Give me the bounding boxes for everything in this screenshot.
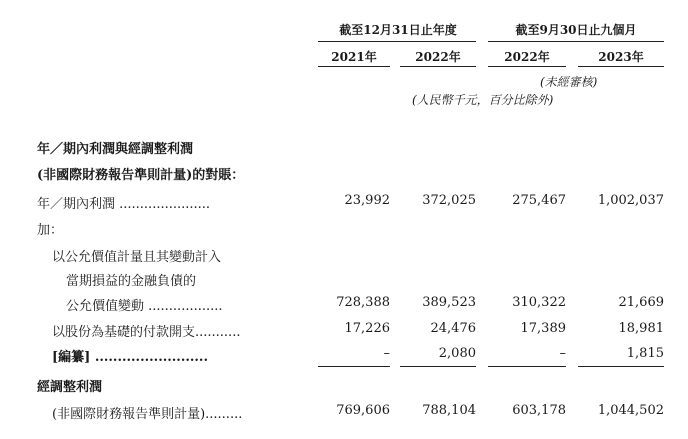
cell-adjusted-2021: 769,606 [336,403,390,418]
cell-profit-2022: 372,025 [422,193,476,208]
row-label-fair-value-line3: 公允價值變動 .................. [66,299,223,314]
cell-fair-value-2023-nine-months: 21,669 [618,295,664,310]
column-header-rule-4 [578,66,664,67]
row-label-profit: 年／期內利潤 ...................... [37,197,211,212]
unaudited-note: (未經審核) [540,75,598,89]
section-title-line2: (非國際財務報告準則計量)的對賬： [37,168,245,183]
sum-rule-3 [488,366,566,367]
sum-rule-1 [318,366,390,367]
row-label-redacted: [編纂] ......................... [52,350,208,365]
cell-share-based-2022: 24,476 [430,321,476,336]
cell-share-based-2023-nine-months: 18,981 [618,321,664,336]
add-label: 加： [37,223,64,238]
cell-adjusted-2022-nine-months: 603,178 [512,403,566,418]
cell-fair-value-2022: 389,523 [422,295,476,310]
cell-redacted-2022-nine-months: – [559,346,566,361]
row-label-share-based: 以股份為基礎的付款開支........... [52,325,241,340]
cell-profit-2023-nine-months: 1,002,037 [597,193,664,208]
cell-redacted-2023-nine-months: 1,815 [626,346,664,361]
cell-share-based-2022-nine-months: 17,389 [520,321,566,336]
column-header-2022: 2022年 [415,50,461,64]
row-label-fair-value-line1: 以公允價值計量且其變動計入 [52,250,222,265]
column-header-rule-1 [318,66,390,67]
cell-redacted-2021: – [383,346,390,361]
section-title-line1: 年／期內利潤與經調整利潤 [37,142,194,157]
column-header-rule-3 [488,66,566,67]
row-label-adjusted-line1: 經調整利潤 [37,380,103,395]
cell-profit-2021: 23,992 [344,193,390,208]
header-group-rule-1 [318,41,476,42]
cell-fair-value-2022-nine-months: 310,322 [512,295,566,310]
cell-redacted-2022: 2,080 [438,346,476,361]
cell-share-based-2021: 17,226 [344,321,390,336]
cell-fair-value-2021: 728,388 [336,295,390,310]
header-group-nine-months: 截至9月30日止九個月 [515,23,637,37]
sum-rule-4 [578,366,664,367]
column-header-2023-nine-months: 2023年 [598,50,644,64]
header-group-year: 截至12月31日止年度 [339,23,457,37]
row-label-adjusted-line2: (非國際財務報告準則計量)......... [52,407,243,422]
row-label-fair-value-line2: 當期損益的金融負債的 [66,274,197,289]
cell-adjusted-2023-nine-months: 1,044,502 [597,403,664,418]
column-header-2021: 2021年 [331,50,377,64]
sum-rule-2 [400,366,476,367]
unit-note: (人民幣千元，百分比除外) [412,93,554,107]
header-group-rule-2 [488,41,664,42]
column-header-rule-2 [400,66,476,67]
cell-adjusted-2022: 788,104 [422,403,476,418]
column-header-2022-nine-months: 2022年 [504,50,550,64]
cell-profit-2022-nine-months: 275,467 [512,193,566,208]
